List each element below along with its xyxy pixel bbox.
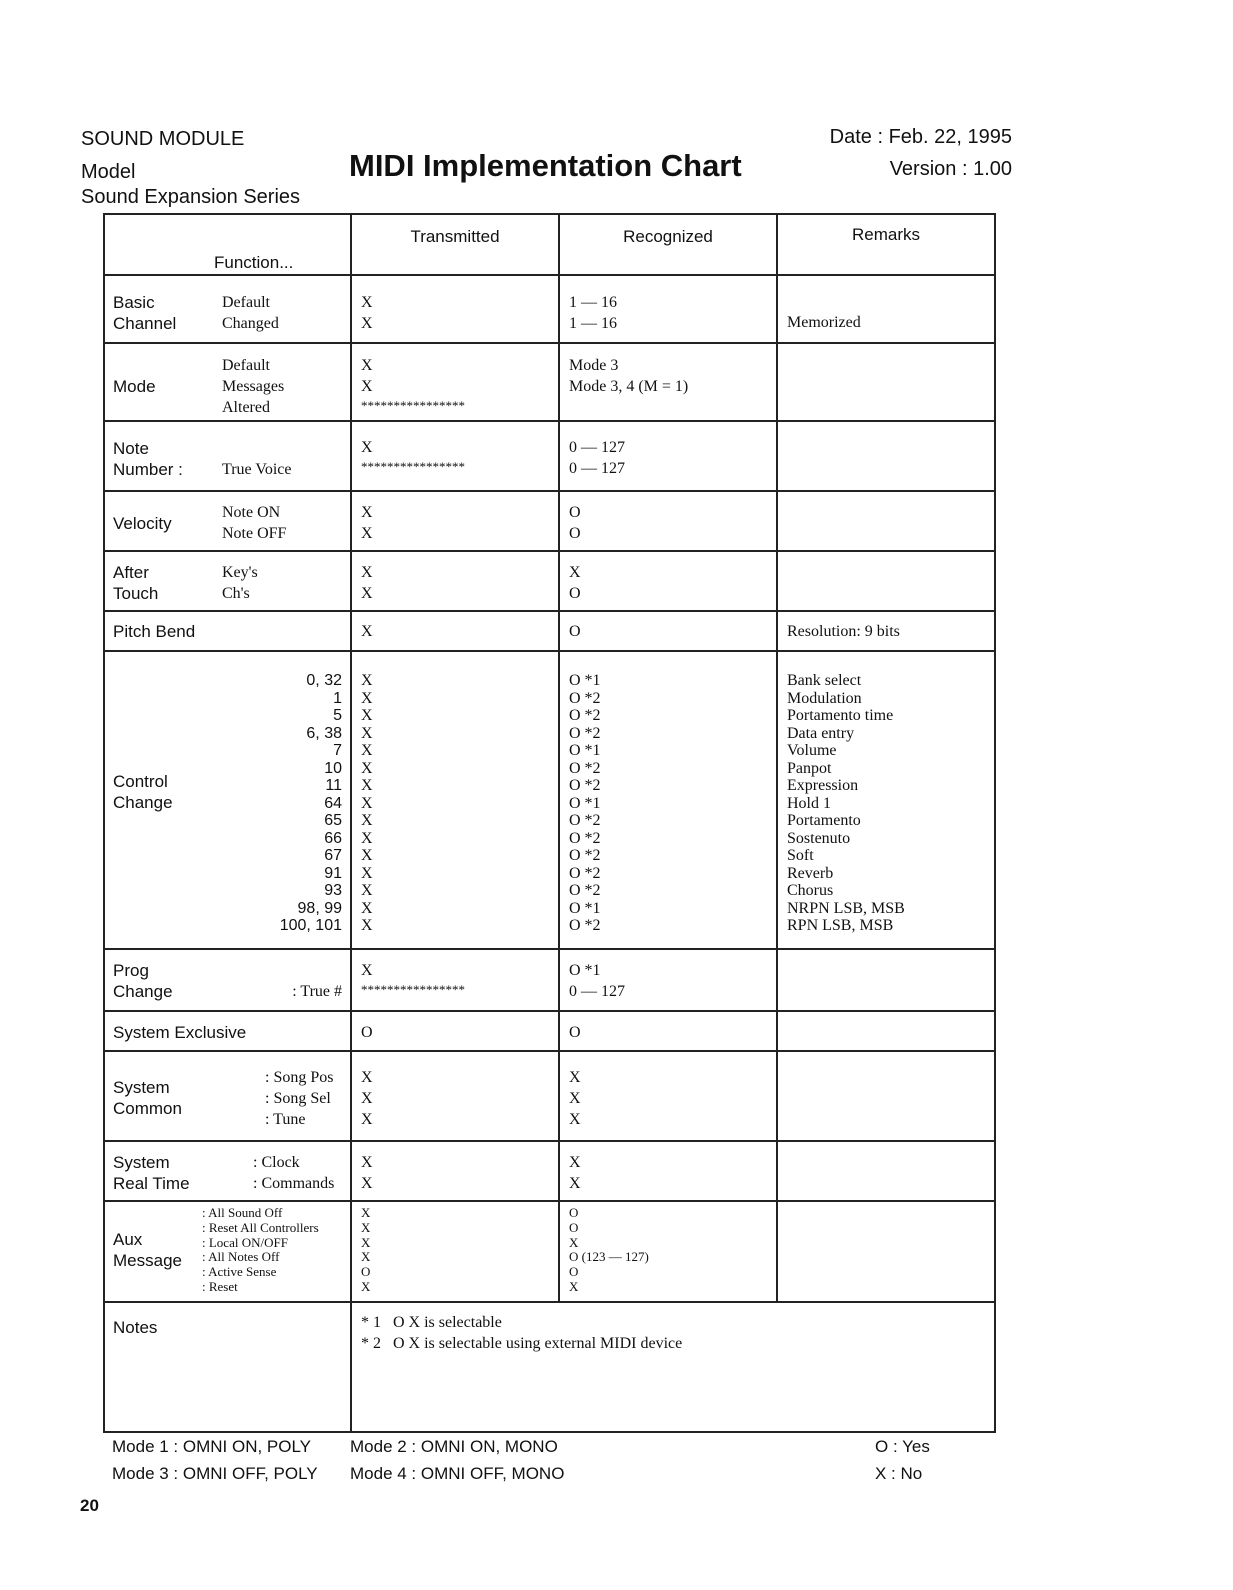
table-row bbox=[104, 551, 995, 611]
aux-transmitted: X bbox=[361, 1279, 371, 1294]
row-label: Aux bbox=[113, 1230, 143, 1249]
yes-legend: O : Yes bbox=[875, 1437, 930, 1456]
cc-number: 1 bbox=[333, 689, 342, 707]
cc-number: 11 bbox=[325, 777, 342, 794]
cc-number: 65 bbox=[324, 812, 342, 829]
cc-number: 91 bbox=[324, 864, 342, 882]
cc-remark: Data entry bbox=[787, 724, 855, 742]
cc-transmitted: X bbox=[361, 724, 373, 742]
sub-label: True Voice bbox=[222, 461, 292, 478]
cc-recognized: O *2 bbox=[569, 707, 601, 724]
transmitted-value: X bbox=[361, 504, 373, 521]
aux-recognized: X bbox=[569, 1279, 579, 1294]
sub-label: Default bbox=[222, 294, 270, 311]
cc-remark: NRPN LSB, MSB bbox=[787, 899, 905, 917]
aux-transmitted: X bbox=[361, 1205, 371, 1220]
cc-remark: Expression bbox=[787, 777, 859, 794]
cc-remark: Panpot bbox=[787, 759, 832, 777]
mode4-legend: Mode 4 : OMNI OFF, MONO bbox=[350, 1464, 565, 1483]
cc-remark: RPN LSB, MSB bbox=[787, 917, 894, 934]
table-row bbox=[104, 491, 995, 551]
recognized-value: O bbox=[569, 1024, 581, 1041]
table-row bbox=[104, 949, 995, 1011]
sub-label: Ch's bbox=[222, 585, 250, 602]
transmitted-value: **************** bbox=[361, 982, 465, 997]
aux-sub-label: : Local ON/OFF bbox=[202, 1234, 288, 1250]
aux-transmitted: X bbox=[361, 1219, 371, 1235]
table-header-row bbox=[104, 214, 995, 275]
table-row bbox=[104, 275, 995, 343]
cc-transmitted: X bbox=[361, 882, 373, 899]
row-label: After bbox=[113, 563, 149, 582]
cc-recognized: O *1 bbox=[569, 794, 601, 812]
table-row bbox=[104, 1302, 995, 1432]
cc-recognized: O *2 bbox=[569, 864, 601, 882]
sub-label: : Commands bbox=[253, 1175, 335, 1192]
page-number: 20 bbox=[80, 1496, 99, 1515]
series-label: Sound Expansion Series bbox=[81, 186, 301, 208]
notes-label: Notes bbox=[113, 1318, 158, 1337]
sub-label: : True # bbox=[292, 983, 342, 1000]
date-label: Date : Feb. 22, 1995 bbox=[829, 126, 1012, 148]
table-row bbox=[104, 1141, 995, 1201]
recognized-value: Mode 3, 4 (M = 1) bbox=[569, 378, 689, 395]
aux-recognized: O (123 — 127) bbox=[569, 1249, 649, 1265]
mode3-legend: Mode 3 : OMNI OFF, POLY bbox=[112, 1464, 318, 1483]
aux-transmitted: X bbox=[361, 1249, 371, 1265]
transmitted-value: X bbox=[361, 525, 373, 542]
table-row bbox=[104, 611, 995, 651]
cc-recognized: O *2 bbox=[569, 829, 601, 847]
cc-remark: Portamento time bbox=[787, 707, 894, 724]
cc-recognized: O *2 bbox=[569, 689, 601, 707]
recognized-value: X bbox=[569, 1090, 581, 1107]
row-label: System bbox=[113, 1153, 170, 1172]
note-line: * 2 O X is selectable using external MIDI device bbox=[361, 1335, 683, 1352]
row-label: Message bbox=[113, 1251, 182, 1270]
aux-transmitted: O bbox=[361, 1264, 371, 1280]
cc-remark: Soft bbox=[787, 847, 814, 864]
cc-recognized: O *2 bbox=[569, 759, 601, 777]
cc-transmitted: X bbox=[361, 864, 373, 882]
cc-transmitted: X bbox=[361, 689, 373, 707]
recognized-value: O bbox=[569, 585, 581, 602]
row-label: Change bbox=[113, 982, 173, 1001]
transmitted-value: X bbox=[361, 962, 373, 979]
row-label: Velocity bbox=[113, 514, 172, 533]
recognized-value: 1 — 16 bbox=[569, 315, 617, 332]
recognized-value: X bbox=[569, 564, 581, 581]
cc-number: 64 bbox=[324, 794, 342, 812]
sub-label: Changed bbox=[222, 315, 279, 332]
row-label: Note bbox=[113, 439, 149, 458]
sub-label: Key's bbox=[222, 564, 258, 581]
sub-label: Note OFF bbox=[222, 525, 287, 542]
cc-remark: Bank select bbox=[787, 672, 862, 689]
page-title: MIDI Implementation Chart bbox=[349, 148, 742, 183]
transmitted-value: X bbox=[361, 564, 373, 581]
aux-sub-label: : All Notes Off bbox=[202, 1249, 280, 1265]
transmitted-value: X bbox=[361, 1154, 373, 1171]
row-label: Prog bbox=[113, 961, 149, 980]
aux-sub-label: : Active Sense bbox=[202, 1264, 277, 1280]
row-label: System Exclusive bbox=[113, 1023, 247, 1042]
cc-recognized: O *2 bbox=[569, 777, 601, 794]
transmitted-value: X bbox=[361, 1111, 373, 1128]
note-line: * 1 O X is selectable bbox=[361, 1314, 502, 1331]
sub-label: : Song Pos bbox=[265, 1069, 334, 1086]
mode1-legend: Mode 1 : OMNI ON, POLY bbox=[112, 1437, 312, 1456]
cc-transmitted: X bbox=[361, 672, 373, 689]
recognized-value: 1 — 16 bbox=[569, 294, 617, 311]
aux-sub-label: : Reset bbox=[202, 1279, 238, 1294]
cc-remark: Portamento bbox=[787, 812, 861, 829]
transmitted-value: **************** bbox=[361, 398, 465, 413]
transmitted-value: X bbox=[361, 623, 373, 640]
sub-label: Messages bbox=[222, 378, 285, 395]
remark-value: Memorized bbox=[787, 314, 861, 331]
table-row bbox=[104, 1201, 995, 1302]
recognized-value: 0 — 127 bbox=[569, 439, 625, 456]
model-label: Model bbox=[81, 161, 136, 183]
transmitted-value: X bbox=[361, 1175, 373, 1192]
transmitted-value: O bbox=[361, 1024, 373, 1041]
sub-label: Altered bbox=[222, 399, 270, 416]
transmitted-value: X bbox=[361, 378, 373, 395]
row-label: Real Time bbox=[113, 1174, 190, 1193]
cc-remark: Chorus bbox=[787, 882, 834, 899]
table-row bbox=[104, 421, 995, 491]
transmitted-value: X bbox=[361, 294, 373, 311]
recognized-value: X bbox=[569, 1154, 581, 1171]
version-label: Version : 1.00 bbox=[889, 158, 1012, 180]
cc-transmitted: X bbox=[361, 812, 373, 829]
mode2-legend: Mode 2 : OMNI ON, MONO bbox=[350, 1437, 558, 1456]
sub-label: Note ON bbox=[222, 504, 281, 521]
cc-recognized: O *2 bbox=[569, 847, 601, 864]
cc-number: 10 bbox=[324, 759, 342, 777]
cc-transmitted: X bbox=[361, 742, 373, 759]
row-label: Control bbox=[113, 772, 168, 791]
aux-sub-label: : Reset All Controllers bbox=[202, 1219, 319, 1235]
recognized-value: 0 — 127 bbox=[569, 460, 625, 477]
aux-recognized: O bbox=[569, 1264, 579, 1280]
row-label: Mode bbox=[113, 377, 156, 396]
aux-recognized: X bbox=[569, 1234, 579, 1250]
table-row bbox=[104, 343, 995, 421]
cc-recognized: O *2 bbox=[569, 812, 601, 829]
remarks-header: Remarks bbox=[851, 225, 920, 244]
sub-label: : Clock bbox=[253, 1154, 300, 1171]
no-legend: X : No bbox=[875, 1464, 923, 1483]
recognized-header: Recognized bbox=[623, 227, 713, 246]
sub-label: : Song Sel bbox=[265, 1090, 331, 1107]
cc-recognized: O *2 bbox=[569, 724, 601, 742]
transmitted-header: Transmitted bbox=[410, 227, 500, 246]
cc-transmitted: X bbox=[361, 899, 373, 917]
row-label: Common bbox=[113, 1099, 182, 1118]
category-label: SOUND MODULE bbox=[81, 128, 245, 150]
midi-implementation-table bbox=[103, 213, 996, 1433]
sub-label: Default bbox=[222, 357, 270, 374]
cc-number: 100, 101 bbox=[279, 917, 342, 934]
table-row bbox=[104, 1051, 995, 1141]
transmitted-value: X bbox=[361, 1069, 373, 1086]
cc-number: 0, 32 bbox=[306, 672, 342, 689]
transmitted-value: X bbox=[361, 1090, 373, 1107]
aux-recognized: O bbox=[569, 1219, 579, 1235]
recognized-value: X bbox=[569, 1175, 581, 1192]
cc-transmitted: X bbox=[361, 829, 373, 847]
cc-remark: Modulation bbox=[787, 689, 862, 707]
cc-transmitted: X bbox=[361, 759, 373, 777]
table-row bbox=[104, 651, 995, 949]
row-label: Touch bbox=[113, 584, 159, 603]
cc-transmitted: X bbox=[361, 707, 373, 724]
cc-remark: Sostenuto bbox=[787, 829, 851, 847]
transmitted-value: X bbox=[361, 315, 373, 332]
row-label: Channel bbox=[113, 314, 177, 333]
recognized-value: X bbox=[569, 1069, 581, 1086]
cc-transmitted: X bbox=[361, 777, 373, 794]
cc-transmitted: X bbox=[361, 917, 373, 934]
cc-transmitted: X bbox=[361, 794, 373, 812]
cc-number: 66 bbox=[324, 829, 342, 847]
cc-transmitted: X bbox=[361, 847, 373, 864]
cc-number: 6, 38 bbox=[306, 724, 342, 742]
row-label: Number : bbox=[113, 460, 183, 479]
cc-recognized: O *2 bbox=[569, 917, 601, 934]
cc-recognized: O *1 bbox=[569, 899, 601, 917]
row-label: Basic bbox=[113, 293, 155, 312]
cc-recognized: O *1 bbox=[569, 672, 601, 689]
cc-number: 98, 99 bbox=[297, 899, 342, 917]
aux-transmitted: X bbox=[361, 1234, 371, 1250]
cc-number: 5 bbox=[333, 707, 342, 724]
remark-value: Resolution: 9 bits bbox=[787, 623, 900, 640]
recognized-value: 0 — 127 bbox=[569, 983, 625, 1000]
transmitted-value: X bbox=[361, 357, 373, 374]
row-label: Pitch Bend bbox=[113, 622, 196, 641]
recognized-value: O bbox=[569, 623, 581, 640]
aux-recognized: O bbox=[569, 1205, 579, 1220]
row-label: Change bbox=[113, 793, 173, 812]
sub-label: : Tune bbox=[265, 1111, 306, 1128]
function-header: Function... bbox=[214, 253, 294, 272]
cc-remark: Hold 1 bbox=[787, 794, 831, 812]
recognized-value: O *1 bbox=[569, 962, 601, 979]
recognized-value: O bbox=[569, 504, 581, 521]
transmitted-value: X bbox=[361, 585, 373, 602]
cc-number: 7 bbox=[333, 742, 342, 759]
cc-number: 93 bbox=[324, 882, 342, 899]
cc-recognized: O *1 bbox=[569, 742, 601, 759]
recognized-value: O bbox=[569, 525, 581, 542]
recognized-value: X bbox=[569, 1111, 581, 1128]
cc-remark: Reverb bbox=[787, 864, 834, 882]
transmitted-value: X bbox=[361, 439, 373, 456]
table-row bbox=[104, 1011, 995, 1051]
transmitted-value: **************** bbox=[361, 459, 465, 474]
recognized-value: Mode 3 bbox=[569, 357, 619, 374]
cc-remark: Volume bbox=[787, 742, 837, 759]
aux-sub-label: : All Sound Off bbox=[202, 1205, 283, 1220]
row-label: System bbox=[113, 1078, 170, 1097]
cc-recognized: O *2 bbox=[569, 882, 601, 899]
cc-number: 67 bbox=[324, 847, 342, 864]
